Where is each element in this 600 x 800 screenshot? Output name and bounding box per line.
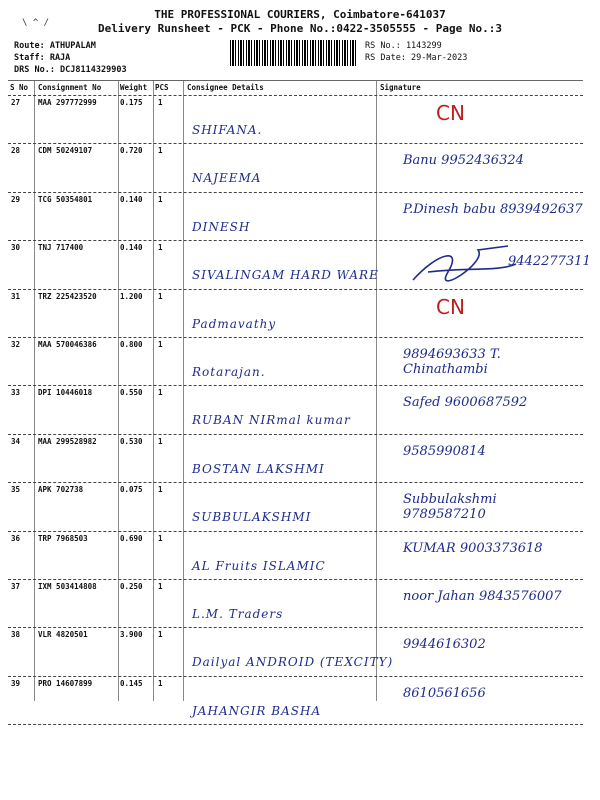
- row-consignee: SUBBULAKSHMI: [192, 510, 312, 525]
- row-consignee: L.M. Traders: [192, 607, 284, 621]
- runsheet-title: Delivery Runsheet - PCK - Phone No.:0422-3505555 - Page No.:3: [98, 22, 502, 35]
- rs-date: RS Date: 29-Mar-2023: [365, 53, 468, 63]
- runsheet-meta-right: [365, 40, 467, 64]
- signature-scribble: [408, 242, 518, 286]
- header-consignee: Consignee Details: [187, 83, 264, 92]
- header-consignment: Consignment No: [38, 83, 102, 92]
- row-consignment-no: APK 702738: [38, 485, 84, 495]
- row-signature-phone: 9442277311: [508, 254, 591, 270]
- row-weight: 0.530: [120, 436, 143, 446]
- row-signature: Safed 9600687592: [403, 395, 528, 411]
- row-consignment-no: PRO 14607899: [38, 678, 93, 688]
- table-row: [8, 434, 583, 483]
- table-row: [8, 482, 583, 531]
- company-name: THE PROFESSIONAL COURIERS, Coimbatore-641037: [154, 8, 446, 21]
- row-consignee: SIVALINGAM HARD WARE: [192, 268, 379, 283]
- document-title: [0, 8, 600, 36]
- row-consignment-no: TCG 50354801: [38, 194, 93, 204]
- row-consignee: Padmavathy: [192, 316, 277, 331]
- table-row: [8, 627, 583, 676]
- barcode: [230, 40, 358, 66]
- row-consignee: BOSTAN LAKSHMI: [192, 461, 325, 476]
- row-sno: 28: [11, 146, 21, 156]
- row-sno: 29: [11, 194, 21, 204]
- row-consignment-no: MAA 299528982: [38, 436, 97, 446]
- row-consignment-no: TRZ 225423520: [38, 291, 97, 301]
- row-signature-cn: CN: [436, 101, 465, 125]
- row-pcs: 1: [158, 582, 163, 591]
- row-sno: 27: [11, 98, 21, 107]
- row-sno: 33: [11, 388, 21, 398]
- row-sno: 34: [11, 436, 21, 446]
- row-signature: 9585990814: [403, 443, 486, 459]
- scan-mark: \ ^ /: [22, 18, 50, 28]
- table-row: [8, 289, 583, 338]
- row-sno: 38: [11, 630, 21, 640]
- table-row: [8, 531, 583, 580]
- row-pcs: 1: [158, 194, 163, 204]
- row-pcs: 1: [158, 533, 163, 543]
- row-signature: KUMAR 9003373618: [403, 540, 543, 556]
- row-weight: 0.550: [120, 388, 143, 398]
- row-consignee: RUBAN NIRmal kumar: [192, 413, 351, 428]
- row-weight: 0.145: [120, 678, 143, 688]
- header-pcs: PCS: [155, 83, 169, 92]
- row-consignee: DINESH: [192, 219, 251, 234]
- row-weight: 0.800: [120, 340, 143, 349]
- row-consignment-no: CDM 50249107: [38, 146, 93, 156]
- row-weight: 0.690: [120, 533, 143, 543]
- row-weight: 0.175: [120, 98, 143, 107]
- row-signature: P.Dinesh babu 8939492637: [403, 201, 583, 217]
- row-consignee: Dailyal ANDROID (TEXCITY): [192, 655, 394, 670]
- row-weight: 0.250: [120, 582, 143, 591]
- row-consignment-no: TRP 7968503: [38, 533, 88, 543]
- row-signature: 9944616302: [403, 637, 486, 653]
- table-row: [8, 337, 583, 386]
- table-row: [8, 192, 583, 241]
- row-consignee: AL Fruits ISLAMIC: [192, 558, 326, 573]
- row-consignee: NAJEEMA: [192, 171, 262, 186]
- row-signature-cn: CN: [436, 294, 465, 319]
- row-pcs: 1: [158, 436, 163, 446]
- staff-label: Staff: RAJA: [14, 53, 71, 63]
- table-row: [8, 579, 583, 628]
- row-signature: Banu 9952436324: [403, 153, 524, 169]
- runsheet-meta-left: [14, 40, 127, 76]
- row-consignment-no: VLR 4820501: [38, 630, 88, 640]
- row-consignment-no: DPI 10446018: [38, 388, 93, 398]
- table-row: [8, 95, 583, 144]
- row-signature: 8610561656: [403, 685, 486, 701]
- row-weight: 3.900: [120, 630, 143, 640]
- row-weight: 0.140: [120, 194, 143, 204]
- row-consignee: SHIFANA.: [192, 123, 263, 137]
- row-pcs: 1: [158, 340, 163, 349]
- row-weight: 0.140: [120, 243, 143, 253]
- table-row: [8, 240, 591, 289]
- row-consignment-no: IXM 503414808: [38, 582, 97, 591]
- row-consignment-no: MAA 297772999: [38, 98, 97, 107]
- row-pcs: 1: [158, 388, 163, 398]
- row-sno: 32: [11, 340, 21, 349]
- row-pcs: 1: [158, 630, 163, 640]
- row-pcs: 1: [158, 291, 163, 301]
- row-weight: 1.200: [120, 291, 143, 301]
- row-consignee: Rotarajan.: [192, 365, 266, 379]
- row-weight: 0.720: [120, 146, 143, 156]
- route-label: Route: ATHUPALAM: [14, 41, 96, 51]
- row-sno: 31: [11, 291, 21, 301]
- row-sno: 37: [11, 582, 21, 591]
- header-signature: Signature: [380, 83, 421, 92]
- row-pcs: 1: [158, 98, 163, 107]
- row-pcs: 1: [158, 485, 163, 495]
- drs-number: DRS No.: DCJ8114329903: [14, 65, 127, 75]
- row-pcs: 1: [158, 678, 163, 688]
- table-row: [8, 676, 583, 725]
- header-weight: Weight: [120, 83, 148, 92]
- row-signature: 9894693633 T. Chinathambi: [403, 347, 501, 377]
- table-row: [8, 385, 583, 434]
- row-signature: noor Jahan 9843576007: [403, 589, 562, 604]
- row-sno: 30: [11, 243, 21, 253]
- row-consignee: JAHANGIR BASHA: [192, 703, 322, 718]
- header-sno: S No: [10, 83, 29, 92]
- table-row: [8, 143, 583, 192]
- row-pcs: 1: [158, 146, 163, 156]
- row-sno: 36: [11, 533, 21, 543]
- row-weight: 0.075: [120, 485, 143, 495]
- row-signature: Subbulakshmi 9789587210: [403, 492, 497, 523]
- row-consignment-no: TNJ 717400: [38, 243, 84, 253]
- rs-number: RS No.: 1143299: [365, 41, 442, 51]
- row-pcs: 1: [158, 243, 163, 253]
- runsheet-table: [8, 80, 591, 781]
- row-sno: 35: [11, 485, 21, 495]
- row-consignment-no: MAA 570046386: [38, 340, 97, 349]
- row-sno: 39: [11, 678, 21, 688]
